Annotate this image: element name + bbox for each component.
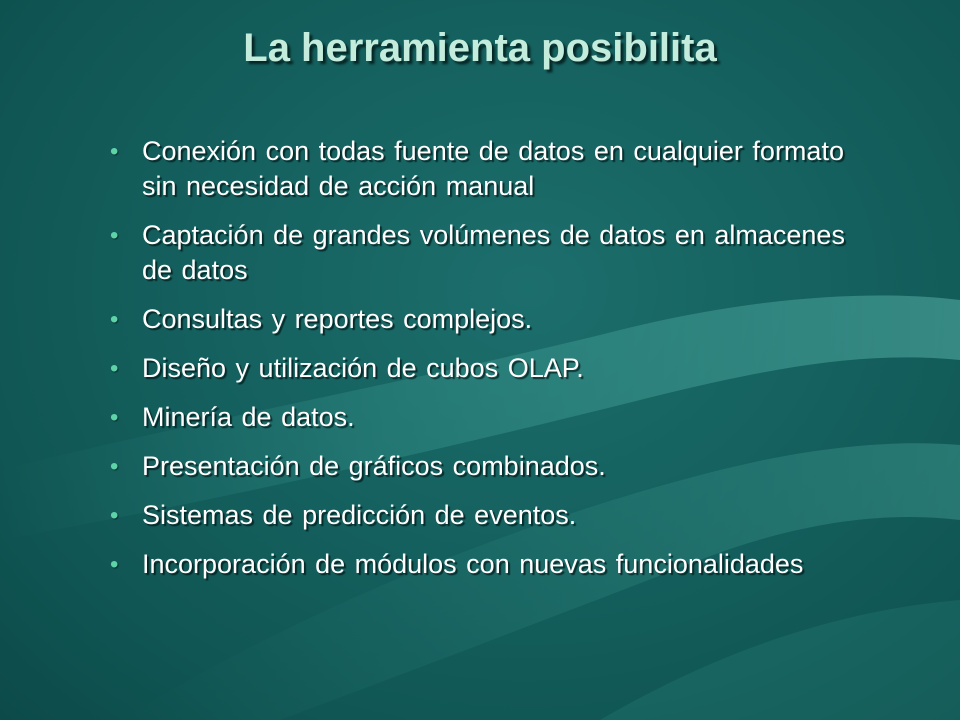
bullet-item [108,400,848,435]
bullet-text: Incorporación de módulos con nuevas funcionalidades [142,549,804,579]
bullet-text: Conexión con todas fuente de datos en cualquier formato sin necesidad de acción manual [142,136,844,201]
bullet-list [108,134,848,596]
bullet-text: Minería de datos. [142,402,355,432]
bullet-item [108,547,848,582]
bullet-text: Captación de grandes volúmenes de datos en almacenes de datos [142,220,845,285]
bullet-item [108,449,848,484]
bullet-item [108,498,848,533]
bullet-dot-icon: • [110,355,119,382]
bullet-text: Presentación de gráficos combinados. [142,451,606,481]
bullet-dot-icon: • [110,404,119,431]
bullet-item [108,134,848,204]
bullet-dot-icon: • [110,551,119,578]
slide-title: La herramienta posibilita [243,26,717,70]
bullet-item [108,218,848,288]
bullet-item [108,351,848,386]
bullet-dot-icon: • [110,453,119,480]
bullet-dot-icon: • [110,502,119,529]
bullet-text: Consultas y reportes complejos. [142,304,533,334]
bullet-dot-icon: • [110,138,119,165]
bullet-dot-icon: • [110,306,119,333]
bullet-text: Diseño y utilización de cubos OLAP. [142,353,584,383]
bullet-text: Sistemas de predicción de eventos. [142,500,577,530]
bullet-dot-icon: • [110,222,119,249]
bullet-item [108,302,848,337]
